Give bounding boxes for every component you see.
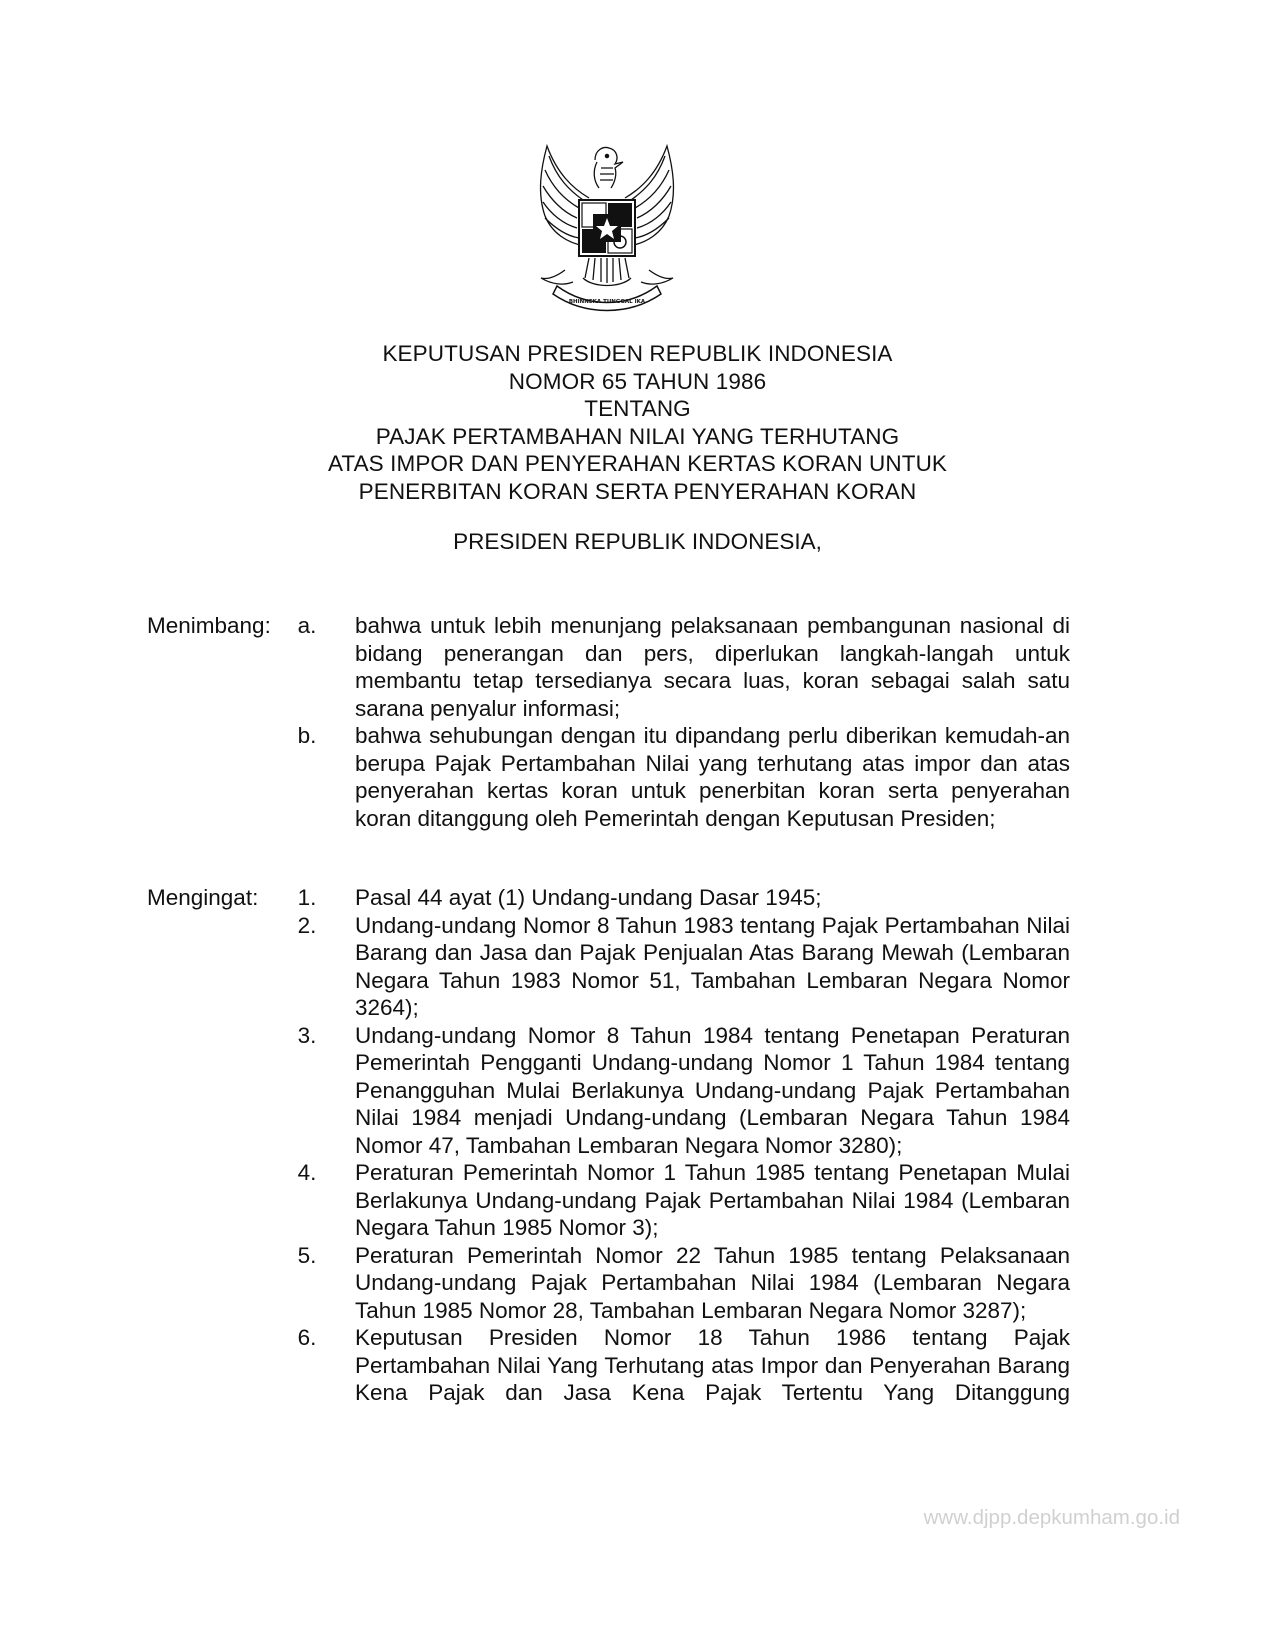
list-marker: 2. <box>297 912 317 938</box>
president-heading: PRESIDEN REPUBLIK INDONESIA, <box>453 529 822 554</box>
title-line: NOMOR 65 TAHUN 1986 <box>508 368 767 394</box>
title-line: ATAS IMPOR DAN PENYERAHAN KERTAS KORAN UNTUK <box>327 451 948 476</box>
list-text: Peraturan Pemerintah Nomor 1 Tahun 1985 tentang Penetapan Mulai Berlakunya Undang-undang Pajak Pertambahan Nilai 1984 (Lembaran Negara Tahun 1985 Nomor 3); <box>355 1160 1070 1240</box>
title-line: TENTANG <box>584 396 691 421</box>
title-line: KEPUTUSAN PRESIDEN REPUBLIK INDONESIA <box>382 341 893 366</box>
list-item <box>147 912 1127 1022</box>
list-item <box>147 1022 1127 1160</box>
emblem-motto: BHINNEKA TUNGGAL IKA <box>568 299 646 305</box>
list-item <box>147 884 1127 912</box>
list-marker: 1. <box>297 885 317 910</box>
list-marker: 6. <box>297 1325 317 1350</box>
document-title <box>200 340 1075 505</box>
mengingat-label: Mengingat: <box>147 885 259 910</box>
list-text: bahwa untuk lebih menunjang pelaksanaan pembangunan nasional di bidang penerangan dan pers, diperlukan langkah-langah untuk membantu tetap tersedianya secara luas, koran sebagai salah satu sarana penyalur informasi; <box>355 613 1070 721</box>
list-text: bahwa sehubungan dengan itu dipandang perlu diberikan kemudah-an berupa Pajak Pertambahan Nilai yang terhutang atas impor dan atas penyerahan kertas koran untuk penerbitan koran serta penyerahan koran ditanggung oleh Pemerintah dengan Keputusan Presiden; <box>355 723 1070 831</box>
list-item <box>147 612 1127 722</box>
title-line: PAJAK PERTAMBAHAN NILAI YANG TERHUTANG <box>375 423 900 449</box>
menimbang-label: Menimbang: <box>147 613 271 638</box>
list-text: Keputusan Presiden Nomor 18 Tahun 1986 tentang Pajak Pertambahan Nilai Yang Terhutang atas Impor dan Penyerahan Barang Kena Pajak dan Jasa Kena Pajak Tertentu Yang Ditanggung <box>355 1325 1070 1405</box>
menimbang-section <box>147 612 1127 832</box>
mengingat-section <box>147 884 1127 1407</box>
list-marker: a. <box>297 613 317 638</box>
list-item <box>147 1242 1127 1325</box>
list-item <box>147 1324 1127 1407</box>
list-text: Pasal 44 ayat (1) Undang-undang Dasar 1945; <box>355 885 822 910</box>
list-text: Peraturan Pemerintah Nomor 22 Tahun 1985 tentang Pelaksanaan Undang-undang Pajak Pertambahan Nilai 1984 (Lembaran Negara Tahun 1985 Nomor 28, Tambahan Lembaran Negara Nomor 3287); <box>355 1242 1070 1323</box>
title-line: PENERBITAN KORAN SERTA PENYERAHAN KORAN <box>358 478 917 504</box>
list-marker: b. <box>297 723 317 748</box>
list-marker: 3. <box>297 1022 317 1048</box>
list-text: Undang-undang Nomor 8 Tahun 1984 tentang Penetapan Peraturan Pemerintah Pengganti Undang-undang Nomor 1 Tahun 1984 tentang Penangguhan Mulai Berlakunya Undang-undang Pajak Pertambahan Nilai 1984 menjadi Undang-undang (Lembaran Negara Tahun 1984 Nomor 47, Tambahan Lembaran Negara Nomor 3280); <box>355 1022 1070 1158</box>
list-marker: 5. <box>297 1242 317 1268</box>
list-item <box>147 1159 1127 1242</box>
list-marker: 4. <box>297 1160 317 1185</box>
garuda-emblem-icon <box>527 138 687 313</box>
list-item <box>147 722 1127 832</box>
watermark-url: www.djpp.depkumham.go.id <box>923 1506 1180 1529</box>
list-text: Undang-undang Nomor 8 Tahun 1983 tentang Pajak Pertambahan Nilai Barang dan Jasa dan Pajak Penjualan Atas Barang Mewah (Lembaran Negara Tahun 1983 Nomor 51, Tambahan Lembaran Negara Nomor 3264); <box>355 912 1070 1020</box>
